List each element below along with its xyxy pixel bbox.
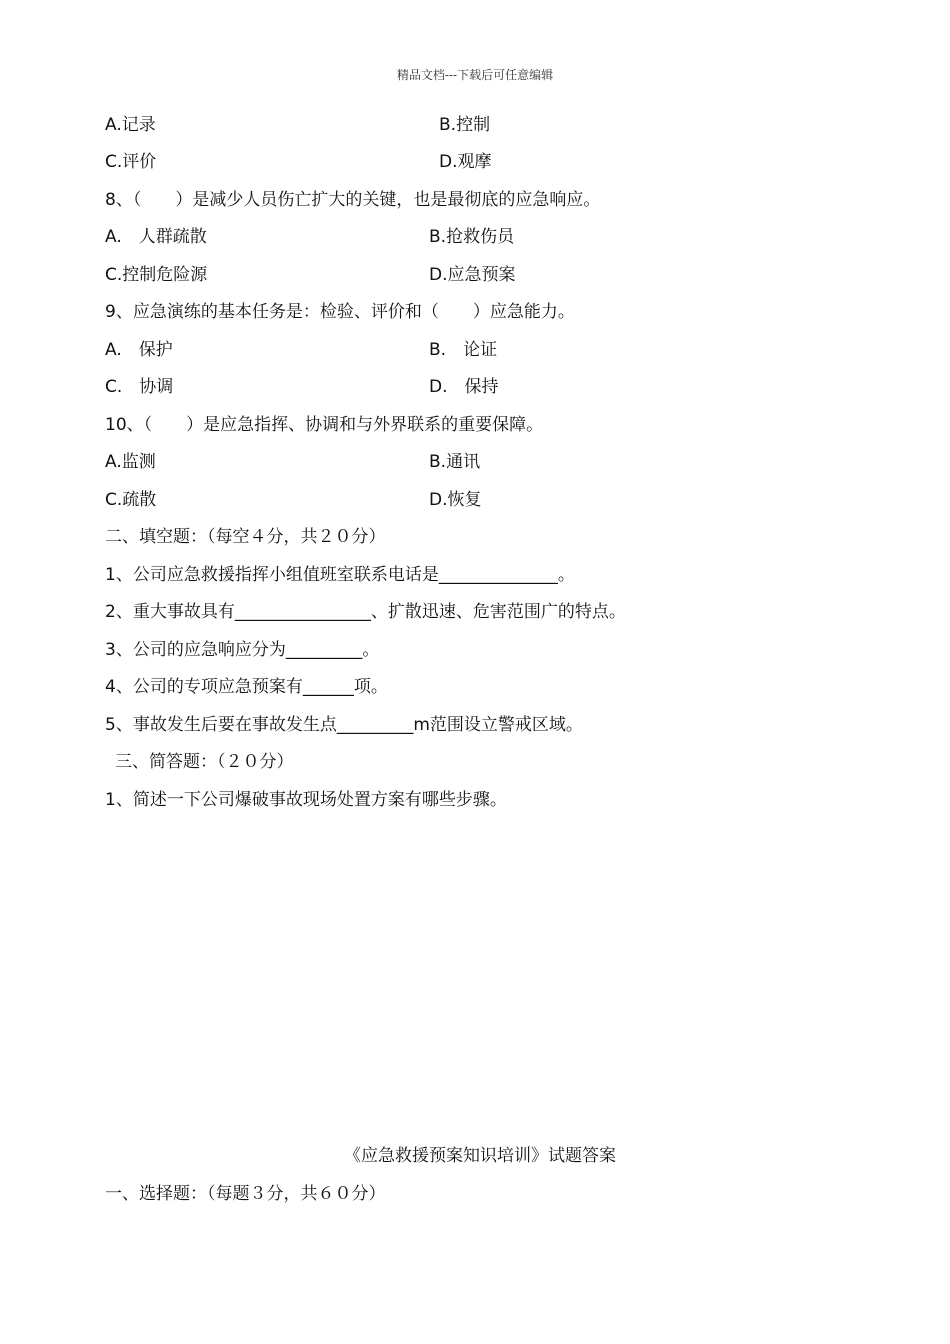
q9-stem: 9、应急演练的基本任务是：检验、评价和（ ）应急能力。 [105, 302, 575, 322]
q8-option-b: B.抢救伤员 [429, 227, 515, 247]
q10-option-c: C.疏散 [105, 490, 157, 510]
short-section-heading: 三、简答题：（２０分） [115, 752, 294, 772]
q9-option-b: B. 论证 [429, 340, 498, 360]
q7-option-b: B.控制 [439, 115, 491, 135]
answers-section-1-heading: 一、选择题：（每题３分，共６０分） [105, 1184, 386, 1204]
fill-item-5: 5、事故发生后要在事故发生点_________m范围设立警戒区域。 [105, 715, 583, 735]
q8-option-a: A. 人群疏散 [105, 227, 207, 247]
fill-item-2: 2、重大事故具有________________、扩散迅速、危害范围广的特点。 [105, 602, 626, 622]
answers-title: 《应急救援预案知识培训》试题答案 [344, 1146, 616, 1166]
q7-option-a: A.记录 [105, 115, 156, 135]
q7-option-c: C.评价 [105, 152, 157, 172]
q10-option-b: B.通讯 [429, 452, 481, 472]
short-item-1: 1、简述一下公司爆破事故现场处置方案有哪些步骤。 [105, 790, 507, 810]
q10-stem: 10、（ ）是应急指挥、协调和与外界联系的重要保障。 [105, 415, 544, 435]
fill-item-1: 1、公司应急救援指挥小组值班室联系电话是______________。 [105, 565, 575, 585]
q9-option-a: A. 保护 [105, 340, 173, 360]
page-header: 精品文档---下载后可任意编辑 [396, 68, 554, 82]
q8-stem: 8、（ ）是减少人员伤亡扩大的关键，也是最彻底的应急响应。 [105, 190, 601, 210]
q7-option-d: D.观摩 [439, 152, 492, 172]
q10-option-a: A.监测 [105, 452, 156, 472]
fill-item-3: 3、公司的应急响应分为_________。 [105, 640, 380, 660]
q8-option-c: C.控制危险源 [105, 265, 208, 285]
q8-option-d: D.应急预案 [429, 265, 516, 285]
q9-option-c: C. 协调 [105, 377, 174, 397]
fill-section-heading: 二、填空题：（每空４分，共２０分） [105, 527, 386, 547]
fill-item-4: 4、公司的专项应急预案有______项。 [105, 677, 388, 697]
q10-option-d: D.恢复 [429, 490, 482, 510]
q9-option-d: D. 保持 [429, 377, 499, 397]
